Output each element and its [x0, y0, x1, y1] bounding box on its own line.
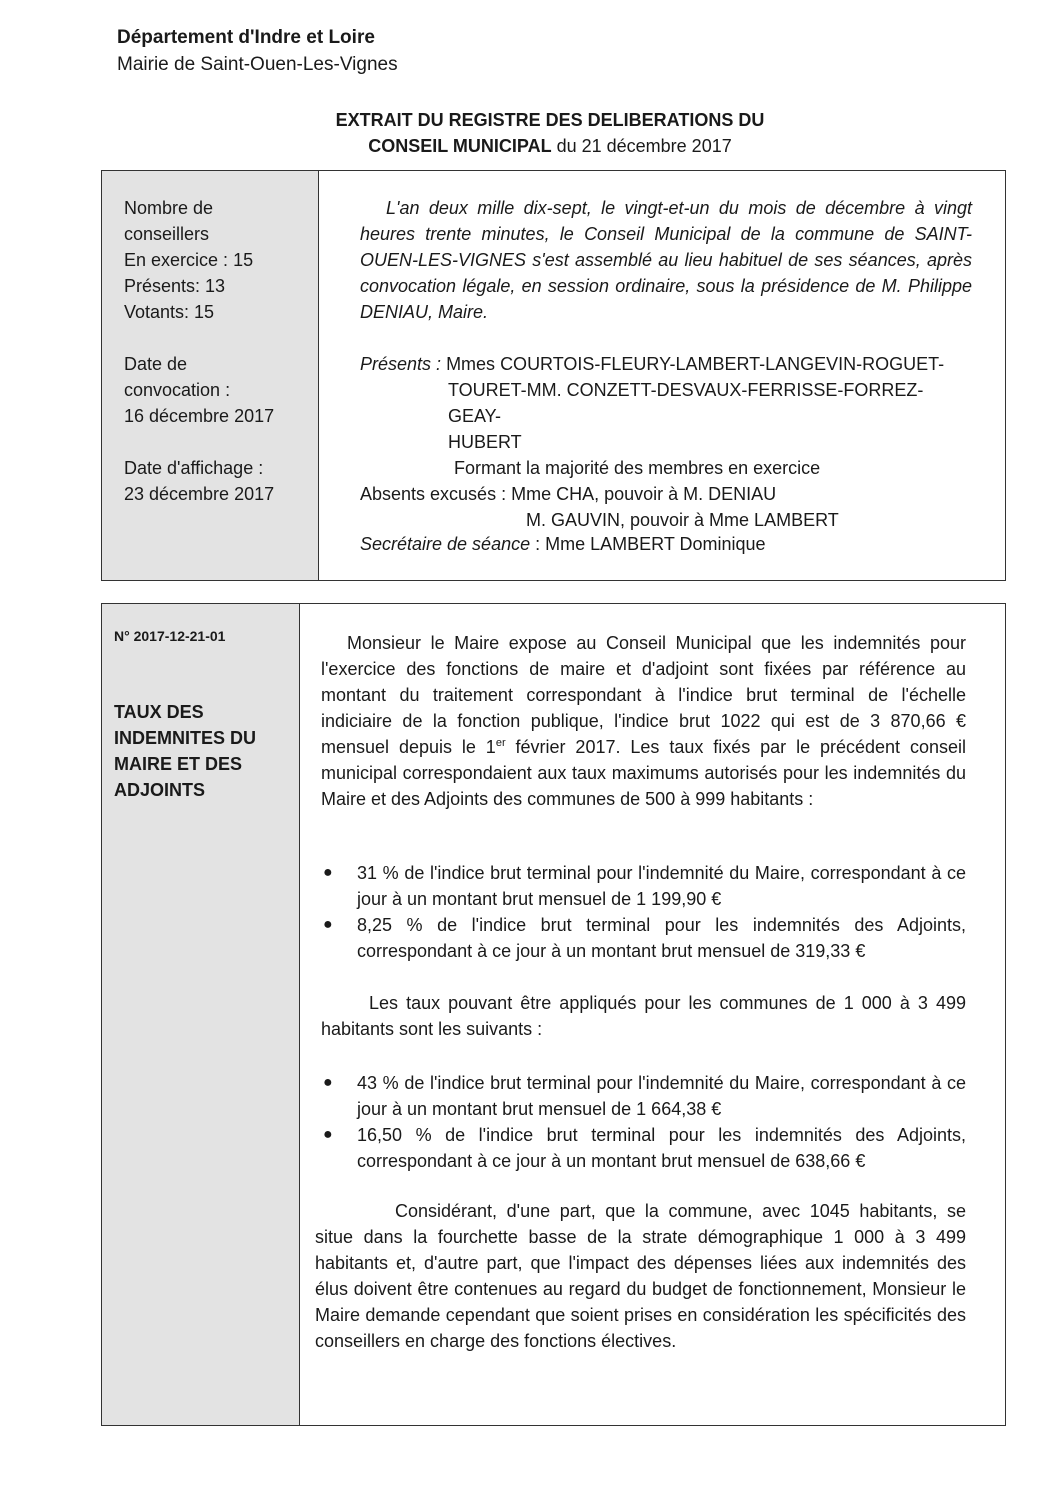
title-line-2 [300, 133, 800, 159]
bullet-text: 16,50 % de l'indice brut terminal pour les indemnités des Adjoints, correspondant à ce jour à un montant brut mensuel de 638,66 € [357, 1125, 966, 1171]
convocation-info [124, 351, 274, 429]
paragraph-1 [321, 630, 966, 812]
presents-block [360, 351, 972, 533]
count-value: : 13 [195, 276, 226, 296]
count-presents [124, 273, 253, 299]
deliberation-sidebar [102, 604, 300, 1425]
mairie-name: Mairie de Saint-Ouen-Les-Vignes [117, 54, 398, 75]
convocation-label-2: convocation : [124, 380, 231, 400]
title-date: du 21 décembre 2017 [551, 136, 732, 156]
presents-names-2: TOURET-MM. CONZETT-DESVAUX-FERRISSE-FORREZ-GEAY- [448, 380, 924, 426]
paragraph-1-text-b: février 2017. Les taux fixés par le précédent conseil municipal correspondaient aux taux maximums autorisés pour les indemnités du Maire et des Adjoints des communes de 500 à 999 habitants : [321, 737, 966, 809]
deliberation-title: TAUX DES INDEMNITES DU MAIRE ET DES ADJOINTS [114, 702, 257, 800]
bullet-list-item [317, 1122, 966, 1174]
bullet-icon: ● [323, 864, 333, 881]
session-sidebar [102, 171, 319, 580]
presents-names-1: Mmes COURTOIS-FLEURY-LAMBERT-LANGEVIN-ROGUET- [446, 354, 945, 374]
counts-heading-line-2: conseillers [124, 224, 210, 244]
bullet-icon: ● [323, 916, 333, 933]
department-name: Département d'Indre et Loire [117, 27, 375, 48]
deliberation-number: N° 2017-12-21-01 [114, 628, 226, 644]
absent-2: M. GAUVIN, pouvoir à Mme LAMBERT [526, 510, 839, 530]
affichage-date: 23 décembre 2017 [124, 484, 275, 504]
counts-heading [124, 195, 213, 247]
deliberation-box [101, 603, 1006, 1426]
convocation-label-1: Date de [124, 354, 188, 374]
secretary-line [360, 531, 972, 557]
bullet-text: 31 % de l'indice brut terminal pour l'indemnité du Maire, correspondant à ce jour à un montant brut mensuel de 1 199,90 € [357, 863, 966, 909]
absents-label: Absents excusés : [360, 484, 507, 504]
count-en-exercice [124, 247, 253, 273]
affichage-label: Date d'affichage : [124, 458, 264, 478]
paragraph-2: Les taux pouvant être appliqués pour les communes de 1 000 à 3 499 habitants sont les suivants : [321, 993, 966, 1039]
count-label: Votants [124, 302, 185, 322]
bullet-icon: ● [323, 1074, 333, 1091]
presents-line-1 [360, 351, 972, 377]
superscript-er: er [495, 737, 506, 749]
bullet-list-item [317, 860, 966, 912]
convocation-date: 16 décembre 2017 [124, 406, 275, 426]
bullet-text: 43 % de l'indice brut terminal pour l'indemnité du Maire, correspondant à ce jour à un montant brut mensuel de 1 664,38 € [357, 1073, 966, 1119]
bullet-list-item [317, 1070, 966, 1122]
count-label: En exercice : [124, 250, 229, 270]
paragraph-1-text-a: Monsieur le Maire expose au Conseil Municipal que les indemnités pour l'exercice des fonctions de maire et d'adjoint sont fixées par référence au montant du traitement correspondant à l'indice brut terminal de l'échelle indiciaire de la fonction publique, l'indice brut 1022 qui est de 3 870,66 € mensuel depuis le 1 [321, 633, 966, 757]
affichage-info [124, 455, 274, 507]
title-line-1: EXTRAIT DU REGISTRE DES DELIBERATIONS DU [335, 110, 765, 130]
count-value: 15 [233, 250, 254, 270]
count-votants [124, 299, 253, 325]
bullet-text: 8,25 % de l'indice brut terminal pour les indemnités des Adjoints, correspondant à ce jour à un montant brut mensuel de 319,33 € [357, 915, 966, 961]
count-value: : 15 [184, 302, 215, 322]
secretary-label: Secrétaire de séance [360, 534, 531, 554]
paragraph-3: Considérant, d'une part, que la commune, avec 1045 habitants, se situe dans la fourchette basse de la strate démographique 1 000 à 3 499 habitants et, d'autre part, que l'impact des dépenses liées aux indemnités des élus doivent être contenues au regard du budget de fonctionnement, Monsieur le Maire demande cependant que soient prises en considération les spécificités des conseillers en charge des fonctions électives. [315, 1201, 966, 1351]
absent-1: Mme CHA, pouvoir à M. DENIAU [511, 484, 777, 504]
session-intro: L'an deux mille dix-sept, le vingt-et-un du mois de décembre à vingt heures trente minutes, le Conseil Municipal de la commune de SAINT-OUEN-LES-VIGNES s'est assemblé au lieu habituel de ses séances, après convocation légale, en session ordinaire, sous la présidence de M. Philippe DENIAU, Maire. [360, 198, 972, 322]
majority-note: Formant la majorité des membres en exercice [454, 458, 821, 478]
presents-label: Présents : [360, 354, 442, 374]
presents-names-3: HUBERT [448, 432, 522, 452]
document-title [300, 107, 800, 159]
secretary-sep: : [530, 534, 546, 554]
title-line-2-bold: CONSEIL MUNICIPAL [368, 136, 552, 156]
bullet-icon: ● [323, 1126, 333, 1143]
count-label: Présents [124, 276, 196, 296]
counts-list [124, 247, 253, 325]
counts-heading-line-1: Nombre de [124, 198, 214, 218]
session-box [101, 170, 1006, 581]
bullet-list-item [317, 912, 966, 964]
absents-line-1 [360, 481, 972, 507]
secretary-name: Mme LAMBERT Dominique [545, 534, 766, 554]
